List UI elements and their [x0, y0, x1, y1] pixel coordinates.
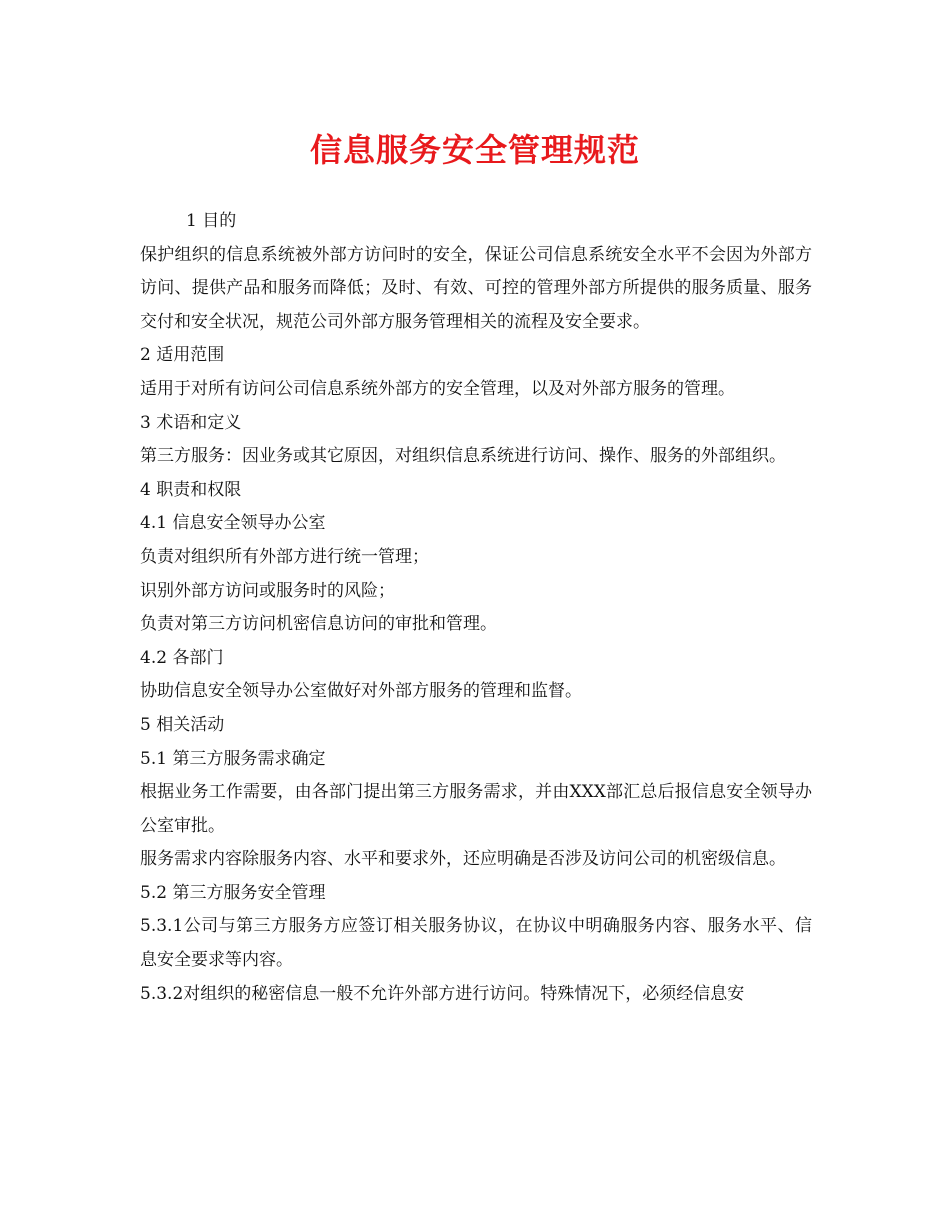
paragraph-demand-1: 根据业务工作需要，由各部门提出第三方服务需求，并由XXX部汇总后报信息安全领导办公室审批。 [140, 782, 812, 836]
document-title: 信息服务安全管理规范 [309, 131, 640, 169]
document-body [140, 205, 812, 1011]
paragraph-departments: 协助信息安全领导办公室做好对外部方服务的管理和监督。 [140, 681, 582, 702]
subsection-heading-5-2: 5.2 第三方服务安全管理 [140, 882, 326, 903]
paragraph-duty-1: 负责对组织所有外部方进行统一管理； [140, 546, 429, 567]
paragraph-5-3-1: 5.3.1公司与第三方服务方应签订相关服务协议，在协议中明确服务内容、服务水平、信息安全要求等内容。 [140, 916, 812, 971]
section-heading-purpose: 1 目的 [186, 211, 237, 231]
paragraph-5-3-2: 5.3.2对组织的秘密信息一般不允许外部方进行访问。特殊情况下，必须经信息安 [140, 983, 745, 1004]
paragraph-demand-2: 服务需求内容除服务内容、水平和要求外，还应明确是否涉及访问公司的机密级信息。 [140, 849, 786, 870]
paragraph-duty-2: 识别外部方访问或服务时的风险； [140, 580, 395, 601]
subsection-heading-4-2: 4.2 各部门 [140, 647, 224, 668]
section-heading-scope: 2 适用范围 [140, 345, 225, 366]
paragraph-purpose: 保护组织的信息系统被外部方访问时的安全，保证公司信息系统安全水平不会因为外部方访问、提供产品和服务而降低；及时、有效、可控的管理外部方所提供的服务质量、服务交付和安全状况，规范公司外部方服务管理相关的流程及安全要求。 [140, 244, 812, 332]
section-heading-terms: 3 术语和定义 [140, 412, 242, 433]
paragraph-terms: 第三方服务：因业务或其它原因，对组织信息系统进行访问、操作、服务的外部组织。 [140, 446, 786, 467]
subsection-heading-4-1: 4.1 信息安全领导办公室 [140, 513, 326, 534]
paragraph-scope: 适用于对所有访问公司信息系统外部方的安全管理，以及对外部方服务的管理。 [140, 378, 735, 399]
paragraph-duty-3: 负责对第三方访问机密信息访问的审批和管理。 [140, 614, 497, 635]
section-heading-responsibilities: 4 职责和权限 [140, 479, 242, 500]
subsection-heading-5-1: 5.1 第三方服务需求确定 [140, 748, 326, 769]
section-heading-activities: 5 相关活动 [140, 714, 225, 735]
